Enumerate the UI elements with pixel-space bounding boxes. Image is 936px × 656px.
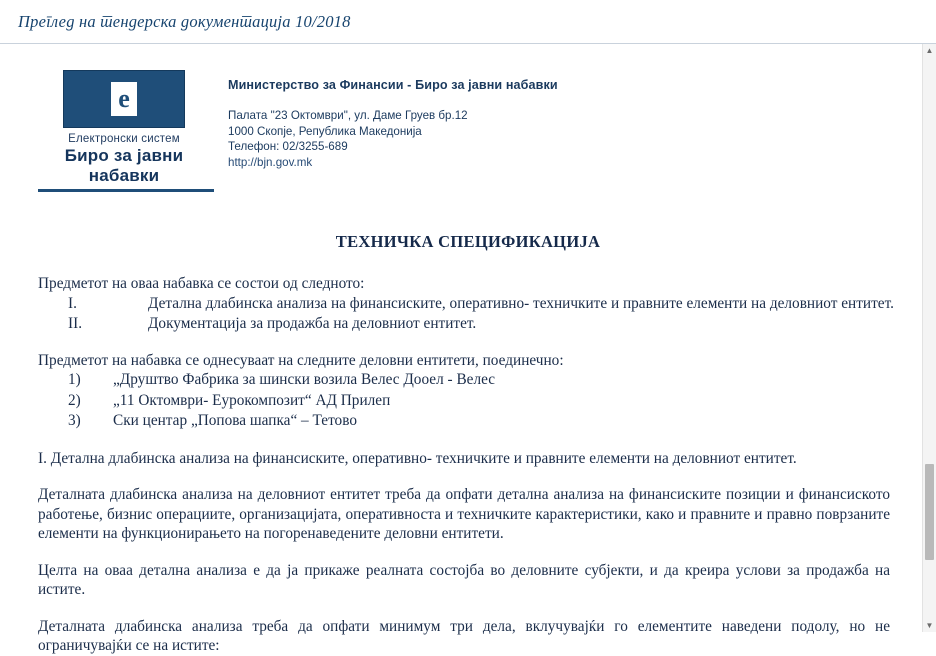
organisation-address-line1: Палата "23 Октомври", ул. Даме Груев бр.12: [228, 109, 468, 122]
page-title: Преглед на тендерска документација 10/2018: [18, 12, 351, 31]
organisation-phone: Телефон: 02/3255-689: [228, 140, 348, 153]
entities-list: [24, 370, 912, 432]
list-marker: I.: [68, 294, 77, 312]
list-item: [68, 391, 912, 412]
list-item: [68, 314, 912, 334]
scroll-up-arrow-icon[interactable]: ▲: [925, 46, 934, 55]
organisation-name: Министерство за Финансии - Биро за јавни набавки: [228, 78, 558, 92]
document-page: [0, 44, 936, 654]
document-heading: ТЕХНИЧКА СПЕЦИФИКАЦИЈА: [335, 232, 601, 251]
institution-logo: [38, 70, 210, 192]
organisation-details: [228, 70, 558, 170]
section-1-heading: I. Детална длабинска анализа на финансиските, оперативно- техничките и правните елементи на деловниот ентитет.: [38, 449, 797, 467]
list-text: „11 Октомври- Еурокомпозит“ АД Прилеп: [113, 391, 391, 409]
list-marker: 2): [68, 391, 81, 409]
paragraph-2: Целта на оваа детална анализа е да ја прикаже реалната состојба во деловните субјекти, и да креира услови за продажба на истите.: [38, 561, 890, 598]
organisation-website[interactable]: http://bjn.gov.mk: [228, 155, 313, 169]
vertical-scrollbar[interactable]: [922, 44, 936, 632]
logo-subtitle-line2: Биро за јавни набавки: [64, 146, 184, 185]
organisation-address-line2: 1000 Скопје, Република Македонија: [228, 124, 422, 138]
roman-list: [24, 294, 912, 334]
list-text: Документација за продажба на деловниот ентитет.: [148, 314, 477, 332]
list-item: [68, 294, 912, 314]
logo-letter: е: [111, 82, 137, 116]
scroll-down-arrow-icon[interactable]: ▼: [925, 621, 934, 630]
list-text: Ски центар „Попова шапка“ – Тетово: [113, 412, 357, 429]
e-system-logo-icon: [63, 70, 185, 128]
paragraph-3: Деталната длабинска анализа треба да опфати минимум три дела, вклучувајќи го елементите наведени подолу, но не ограничувајќи се на истите:: [38, 617, 890, 654]
scrollbar-thumb[interactable]: [925, 464, 934, 560]
logo-subtitle-line1: Електронски систем: [68, 133, 180, 145]
list-marker: 1): [68, 371, 81, 388]
document-body: [24, 274, 912, 656]
paragraph-1: Деталната длабинска анализа на деловниот ентитет треба да опфати детална анализа на финансиските позиции и финансиското работење, бизнис операциите, организацијата, оперативноста и техничките карактеристики, како и правните и правно поврзаните елементи на функционирањето на погоренаведените деловни ентитети.: [38, 486, 890, 542]
intro-paragraph-2: Предметот на набавка се однесуваат на следните деловни ентитети, поединечно:: [38, 351, 564, 369]
letterhead: [24, 70, 912, 192]
logo-divider: [38, 189, 214, 192]
list-marker: 3): [68, 412, 81, 429]
intro-paragraph-1: Предметот на оваа набавка се состои од следното:: [38, 275, 365, 292]
list-item: [68, 411, 912, 432]
list-marker: II.: [68, 314, 83, 332]
list-text: Детална длабинска анализа на финансиските, оперативно- техничките и правните елементи на деловниот ентитет.: [148, 294, 894, 312]
list-item: [68, 370, 912, 391]
list-text: „Друштво Фабрика за шински возила Велес Дооел - Велес: [113, 371, 496, 388]
window-header: [0, 0, 936, 44]
